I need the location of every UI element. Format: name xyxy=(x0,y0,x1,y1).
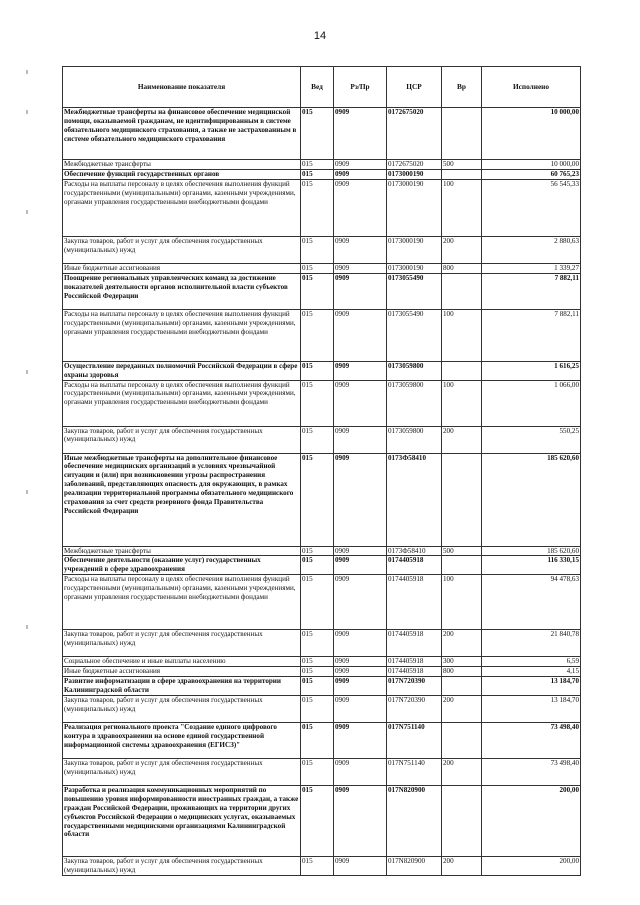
table-row xyxy=(63,273,581,309)
cell-vr xyxy=(442,273,482,309)
cell-isp: 116 330,15 xyxy=(482,556,581,575)
cell-vr: 100 xyxy=(442,575,482,630)
cell-rz: 0909 xyxy=(334,263,387,273)
cell-ved: 015 xyxy=(301,236,334,263)
cell-name: Закупка товаров, работ и услуг для обеспечения государственных (муниципальных) нужд xyxy=(63,426,301,453)
page-number: 14 xyxy=(313,30,327,42)
cell-csr: 0172675020 xyxy=(387,108,442,160)
table-row xyxy=(63,546,581,556)
cell-rz: 0909 xyxy=(334,785,387,856)
cell-isp: 7 882,11 xyxy=(482,273,581,309)
cell-isp: 10 000,00 xyxy=(482,108,581,160)
cell-isp: 1 339,27 xyxy=(482,263,581,273)
cell-isp: 550,25 xyxy=(482,426,581,453)
table-row xyxy=(63,426,581,453)
cell-rz: 0909 xyxy=(334,667,387,677)
cell-csr: 0173Ф58410 xyxy=(387,453,442,546)
cell-rz: 0909 xyxy=(334,695,387,722)
cell-ved: 015 xyxy=(301,722,334,758)
cell-csr: 017N751140 xyxy=(387,722,442,758)
table-row xyxy=(63,575,581,630)
cell-csr: 0174405918 xyxy=(387,575,442,630)
cell-csr: 0172675020 xyxy=(387,160,442,170)
cell-isp: 2 880,63 xyxy=(482,236,581,263)
table-row xyxy=(63,263,581,273)
table-row xyxy=(63,630,581,657)
cell-rz: 0909 xyxy=(334,546,387,556)
cell-vr: 500 xyxy=(442,160,482,170)
cell-csr: 0173055490 xyxy=(387,273,442,309)
cell-vr: 800 xyxy=(442,667,482,677)
cell-name: Закупка товаров, работ и услуг для обеспечения государственных (муниципальных) нужд xyxy=(63,236,301,263)
cell-rz: 0909 xyxy=(334,169,387,179)
cell-rz: 0909 xyxy=(334,273,387,309)
cell-csr: 017N820900 xyxy=(387,785,442,856)
table-row xyxy=(63,179,581,236)
table-row xyxy=(63,758,581,785)
cell-name: Закупка товаров, работ и услуг для обеспечения государственных (муниципальных) нужд xyxy=(63,758,301,785)
cell-csr: 0173059800 xyxy=(387,361,442,380)
header-ved: Вед xyxy=(301,67,334,108)
cell-vr xyxy=(442,108,482,160)
cell-isp: 21 840,78 xyxy=(482,630,581,657)
cell-vr xyxy=(442,556,482,575)
table-row xyxy=(63,667,581,677)
header-vr: Вр xyxy=(442,67,482,108)
cell-ved: 015 xyxy=(301,677,334,696)
cell-name: Социальное обеспечение и иные выплаты населению xyxy=(63,657,301,667)
cell-name: Расходы на выплаты персоналу в целях обеспечения выполнения функций государственными (муниципальными) органами, казенными учреждениями, органами управления государственными внебюджетными фондами xyxy=(63,575,301,630)
table-header-row xyxy=(63,67,581,108)
cell-rz: 0909 xyxy=(334,630,387,657)
cell-vr: 300 xyxy=(442,657,482,667)
cell-ved: 015 xyxy=(301,546,334,556)
cell-csr: 0173000190 xyxy=(387,169,442,179)
table-row xyxy=(63,856,581,875)
cell-ved: 015 xyxy=(301,556,334,575)
table-row xyxy=(63,677,581,696)
cell-vr xyxy=(442,453,482,546)
cell-vr: 100 xyxy=(442,179,482,236)
cell-ved: 015 xyxy=(301,361,334,380)
cell-isp: 6,59 xyxy=(482,657,581,667)
table-row xyxy=(63,453,581,546)
cell-csr: 017N720390 xyxy=(387,695,442,722)
cell-csr: 0173Ф58410 xyxy=(387,546,442,556)
cell-name: Закупка товаров, работ и услуг для обеспечения государственных (муниципальных) нужд xyxy=(63,856,301,875)
table-row xyxy=(63,785,581,856)
cell-isp: 1 066,00 xyxy=(482,380,581,426)
cell-ved: 015 xyxy=(301,160,334,170)
cell-isp: 13 184,70 xyxy=(482,695,581,722)
cell-rz: 0909 xyxy=(334,856,387,875)
cell-isp: 73 498,40 xyxy=(482,722,581,758)
cell-csr: 017N820900 xyxy=(387,856,442,875)
cell-ved: 015 xyxy=(301,273,334,309)
cell-csr: 017N751140 xyxy=(387,758,442,785)
cell-name: Межбюджетные трансферты xyxy=(63,160,301,170)
cell-name: Разработка и реализация коммуникационных мероприятий по повышению уровня информированности иностранных граждан, а также граждан Российской Федерации, проживающих на территории других субъектов Российской Федерации о медицинских услугах, оказываемых государственными медицинскими организациями Калининградской области xyxy=(63,785,301,856)
cell-csr: 0174405918 xyxy=(387,630,442,657)
cell-isp: 73 498,40 xyxy=(482,758,581,785)
cell-ved: 015 xyxy=(301,380,334,426)
cell-vr: 100 xyxy=(442,309,482,361)
header-rzpr: Рз/Пр xyxy=(334,67,387,108)
cell-ved: 015 xyxy=(301,179,334,236)
cell-name: Иные бюджетные ассигнования xyxy=(63,263,301,273)
table-row xyxy=(63,236,581,263)
cell-ved: 015 xyxy=(301,657,334,667)
cell-isp: 185 620,60 xyxy=(482,453,581,546)
cell-name: Развитие информатизации в сфере здравоохранения на территории Калининградской области xyxy=(63,677,301,696)
header-csr: ЦСР xyxy=(387,67,442,108)
cell-vr: 200 xyxy=(442,236,482,263)
cell-rz: 0909 xyxy=(334,722,387,758)
cell-vr xyxy=(442,169,482,179)
cell-vr xyxy=(442,361,482,380)
table-row xyxy=(63,722,581,758)
cell-name: Расходы на выплаты персоналу в целях обеспечения выполнения функций государственными (муниципальными) органами, казенными учреждениями, органами управления государственными внебюджетными фондами xyxy=(63,309,301,361)
header-name: Наименование показателя xyxy=(63,67,301,108)
table-row xyxy=(63,657,581,667)
table-row xyxy=(63,169,581,179)
cell-vr: 800 xyxy=(442,263,482,273)
cell-name: Закупка товаров, работ и услуг для обеспечения государственных (муниципальных) нужд xyxy=(63,695,301,722)
cell-rz: 0909 xyxy=(334,361,387,380)
cell-vr: 200 xyxy=(442,630,482,657)
cell-isp: 56 545,33 xyxy=(482,179,581,236)
cell-isp: 7 882,11 xyxy=(482,309,581,361)
cell-name: Обеспечение деятельности (оказание услуг) государственных учреждений в сфере здравоохранения xyxy=(63,556,301,575)
cell-name: Поощрение региональных управленческих команд за достижение показателей деятельности органов исполнительной власти субъектов Российской Федерации xyxy=(63,273,301,309)
cell-vr: 200 xyxy=(442,426,482,453)
cell-vr xyxy=(442,785,482,856)
table-row xyxy=(63,361,581,380)
cell-rz: 0909 xyxy=(334,179,387,236)
cell-rz: 0909 xyxy=(334,236,387,263)
cell-csr: 0173059800 xyxy=(387,380,442,426)
cell-csr: 0174405918 xyxy=(387,657,442,667)
cell-name: Межбюджетные трансферты на финансовое обеспечение медицинской помощи, оказываемой гражданам, не идентифицированным в системе обязательного медицинского страхования, а также не застрахованным в системе обязательного медицинского страхования xyxy=(63,108,301,160)
table-row xyxy=(63,380,581,426)
cell-rz: 0909 xyxy=(334,575,387,630)
cell-name: Закупка товаров, работ и услуг для обеспечения государственных (муниципальных) нужд xyxy=(63,630,301,657)
table-row xyxy=(63,695,581,722)
cell-csr: 0173059800 xyxy=(387,426,442,453)
cell-ved: 015 xyxy=(301,108,334,160)
cell-csr: 0173000190 xyxy=(387,236,442,263)
cell-rz: 0909 xyxy=(334,108,387,160)
table-row xyxy=(63,160,581,170)
cell-name: Межбюджетные трансферты xyxy=(63,546,301,556)
cell-rz: 0909 xyxy=(334,160,387,170)
cell-ved: 015 xyxy=(301,856,334,875)
cell-csr: 0174405918 xyxy=(387,667,442,677)
cell-ved: 015 xyxy=(301,426,334,453)
cell-ved: 015 xyxy=(301,575,334,630)
cell-vr xyxy=(442,722,482,758)
cell-isp: 94 478,63 xyxy=(482,575,581,630)
cell-isp: 13 184,70 xyxy=(482,677,581,696)
cell-ved: 015 xyxy=(301,169,334,179)
cell-vr: 100 xyxy=(442,380,482,426)
cell-isp: 200,00 xyxy=(482,785,581,856)
cell-csr: 0174405918 xyxy=(387,556,442,575)
cell-name: Расходы на выплаты персоналу в целях обеспечения выполнения функций государственными (муниципальными) органами, казенными учреждениями, органами управления государственными внебюджетными фондами xyxy=(63,380,301,426)
table-row xyxy=(63,309,581,361)
cell-vr: 200 xyxy=(442,695,482,722)
cell-vr: 200 xyxy=(442,758,482,785)
cell-csr: 0173055490 xyxy=(387,309,442,361)
cell-isp: 4,15 xyxy=(482,667,581,677)
cell-vr: 500 xyxy=(442,546,482,556)
cell-isp: 60 765,23 xyxy=(482,169,581,179)
cell-isp: 185 620,60 xyxy=(482,546,581,556)
cell-isp: 200,00 xyxy=(482,856,581,875)
cell-csr: 0173000190 xyxy=(387,179,442,236)
cell-ved: 015 xyxy=(301,453,334,546)
table-row xyxy=(63,108,581,160)
cell-vr xyxy=(442,677,482,696)
cell-isp: 1 616,25 xyxy=(482,361,581,380)
cell-name: Иные бюджетные ассигнования xyxy=(63,667,301,677)
cell-name: Иные межбюджетные трансферты на дополнительное финансовое обеспечение медицинских организаций в условиях чрезвычайной ситуации и (или) при возникновении угрозы распространения заболеваний, представляющих опасность для окружающих, в рамках реализации территориальной программы обязательного медицинского страхования за счет средств резервного фонда Правительства Российской Федерации xyxy=(63,453,301,546)
cell-ved: 015 xyxy=(301,667,334,677)
cell-name: Реализация регионального проекта "Создание единого цифрового контура в здравоохранении на основе единой государственной информационной системы здравоохранения (ЕГИСЗ)" xyxy=(63,722,301,758)
cell-ved: 015 xyxy=(301,263,334,273)
cell-name: Расходы на выплаты персоналу в целях обеспечения выполнения функций государственными (муниципальными) органами, казенными учреждениями, органами управления государственными внебюджетными фондами xyxy=(63,179,301,236)
expenditure-table xyxy=(62,66,581,876)
cell-rz: 0909 xyxy=(334,380,387,426)
cell-rz: 0909 xyxy=(334,556,387,575)
cell-ved: 015 xyxy=(301,758,334,785)
cell-rz: 0909 xyxy=(334,453,387,546)
cell-name: Осуществление переданных полномочий Российской Федерации в сфере охраны здоровья xyxy=(63,361,301,380)
cell-rz: 0909 xyxy=(334,758,387,785)
cell-rz: 0909 xyxy=(334,677,387,696)
cell-ved: 015 xyxy=(301,785,334,856)
table-body xyxy=(63,108,581,876)
header-isp: Исполнено xyxy=(482,67,581,108)
cell-ved: 015 xyxy=(301,630,334,657)
cell-ved: 015 xyxy=(301,695,334,722)
cell-rz: 0909 xyxy=(334,657,387,667)
cell-ved: 015 xyxy=(301,309,334,361)
cell-csr: 0173000190 xyxy=(387,263,442,273)
cell-isp: 10 000,00 xyxy=(482,160,581,170)
scan-margin-marks xyxy=(26,70,30,630)
cell-name: Обеспечение функций государственных органов xyxy=(63,169,301,179)
cell-vr: 200 xyxy=(442,856,482,875)
cell-rz: 0909 xyxy=(334,426,387,453)
cell-csr: 017N720390 xyxy=(387,677,442,696)
table-row xyxy=(63,556,581,575)
cell-rz: 0909 xyxy=(334,309,387,361)
